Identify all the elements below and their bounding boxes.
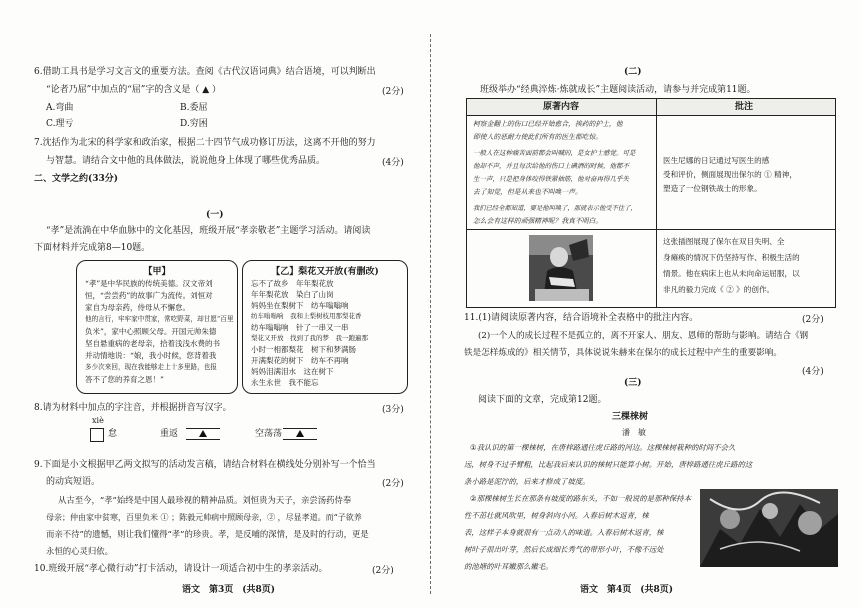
tree-photo — [700, 489, 838, 567]
original-text-line: 生一声，只是把身体咬得铁紧抽筋，他对奋再得几乎失 — [473, 175, 629, 183]
q7-line2: 与智慧。请结合文中他的具体做法，说说他身上体现了哪些优秀品质。 — [46, 156, 326, 166]
jia-line: 答不了您的养育之恩！” — [85, 375, 164, 384]
section-2-heading: 二、文学之约(33分) — [34, 174, 119, 184]
jia-line: 并动情地说：“娘，我小时候，您背着我 — [85, 351, 217, 360]
yi-line: 纺车嗡嗡响 针了一串又一串 — [251, 323, 349, 332]
part-1-intro-line2: 下面材料并完成第8—10题。 — [34, 243, 151, 253]
q8-word3: 空荡荡 — [255, 429, 283, 439]
yi-line: 梨花又开放 找到了我的梦 我一跑遍那 — [251, 334, 368, 342]
original-text-line: 即使人的恶耐力使此们所有的医生都吃惊。 — [473, 133, 603, 141]
q6-score: (2分) — [382, 87, 404, 97]
reading-table — [466, 98, 836, 308]
essay-para-2-line: 树叶子很出叶芽，然后长成细长秀气的带形小叶，不像不远处 — [464, 545, 664, 554]
note-2-line: 非凡的毅力完成《 ② 》的创作。 — [663, 285, 775, 294]
essay-title: 三棵梾树 — [612, 412, 649, 422]
q11-line3: 铁是怎样炼成的》相关情节，具体说说朱赫来在保尔的成长过程中产生的重要影响。 — [464, 348, 782, 358]
q9-para-4: 永恒的心灵归依。 — [46, 546, 113, 556]
jia-line: 多少次来回，现在我能够走上十多里路，也报 — [85, 363, 217, 371]
essay-para-1-line: ①我认识的第一棵梾树，在唐梓路通往虎丘路的河边。这棵梾树栽种的时间不会久 — [470, 443, 736, 452]
jia-line: 家自为母亲药，侍母从不懈怠。 — [85, 303, 190, 312]
page-4 — [430, 0, 860, 608]
essay-para-1-line: 条小路是泥泞的，后来才修成了坡度。 — [464, 477, 590, 486]
table-header-row — [467, 99, 835, 116]
note-1-line: 医生尼娜的日记通过写医生的感 — [663, 156, 770, 165]
part-1-intro-line1: “孝”是流淌在中华血脉中的文化基因，班级开展“孝亲敬老”主题学习活动。请阅读 — [46, 226, 371, 236]
q8-answer-box[interactable] — [90, 428, 104, 442]
illustration-drawing — [529, 235, 593, 301]
essay-para-2-line: 性不茁壮就风吹里，树身斜向小河。入春后树木返青，梾 — [464, 511, 649, 520]
triangle-mark-icon — [296, 430, 304, 437]
q8-text: 8.请为材料中加点的字注音，并根据拼音写汉字。 — [34, 403, 232, 413]
jia-line: 他的言行，牢牢家中贯家，常吃野菜，却甘愿“百里 — [85, 315, 234, 323]
essay-author: 潘 敏 — [622, 428, 646, 437]
yi-line: 开满梨花的树下 纺车不再响 — [251, 356, 349, 365]
yi-line: 妈妈泪满泪水 这在树下 — [251, 367, 334, 376]
part-3-heading: (三) — [624, 378, 642, 388]
q6-option-b: B.委屈 — [180, 103, 208, 113]
note-1-line: 受和评价，侧面展现出保尔的 ① 精神， — [663, 170, 797, 179]
material-yi-box — [242, 260, 408, 394]
yi-line: 小时一相都梨花 树下和梦满肠 — [251, 345, 356, 354]
essay-para-2-line: 表，这样子本身就很有一点动人的味道。入春后树木返青，梾 — [464, 528, 664, 537]
yi-line: 永生永世 我不能忘 — [251, 378, 319, 387]
q11-score-1: (2分) — [802, 315, 824, 325]
jia-line: 坚自悬重病的老母亲，拾着浅浅水费的书 — [85, 339, 220, 348]
original-text-line: 他却不声，并且每次给他的伤口上碘酒的时候，他都不 — [473, 162, 629, 170]
material-jia-box — [76, 260, 238, 394]
q9-line2: 的动宾短语。 — [46, 477, 101, 487]
jia-line: 负米”，家中心照顾父母。开国元帅朱德 — [85, 327, 217, 336]
note-2-line: 这张插图展现了保尔在双目失明、全 — [663, 237, 785, 246]
original-text-line: 我们已经全都知道，要是他叫唤了，那就表示他受不住了， — [473, 205, 637, 212]
q7-score: (4分) — [382, 158, 404, 168]
yi-line: 年年梨花放 染白了山岗 — [251, 290, 334, 299]
material-jia-title: 【甲】 — [143, 267, 171, 277]
part-1-heading: (一) — [206, 210, 224, 220]
yi-line: 妈妈坐在梨树下 纺车嗡嗡响 — [251, 301, 349, 310]
q8-word2: 重返 — [160, 429, 179, 439]
part-2-heading: (二) — [624, 67, 642, 77]
table-header-original: 原著内容 — [543, 102, 580, 112]
original-text-line: 一般人在这种痛苦面前都会叫喊的，是女护士感觉。可是 — [473, 149, 636, 157]
q11-score-2: (4分) — [802, 367, 824, 377]
q9-para-1: 从古至今，“孝”始终是中国人最珍视的精神品质。刘恒贵为天子，亲尝汤药侍奉 — [58, 495, 352, 505]
q6-option-a: A.弯曲 — [46, 103, 74, 113]
table-col-divider — [656, 99, 657, 307]
q6-option-d: D.穷困 — [180, 119, 208, 129]
note-1-line: 塑造了一位钢铁战士的形象。 — [663, 184, 762, 193]
original-text-line: 怎么会有这样的顽强精神呢？我真不明白。 — [473, 217, 603, 225]
yi-line: 忘不了故乡 年年梨花放 — [251, 279, 334, 288]
q8-score: (3分) — [382, 405, 404, 415]
original-text-line: 去了知觉，但是从来也不叫唤一声。 — [473, 188, 582, 196]
q6-line2: “论者乃屈”中加点的“屈”字的含义是（ ▲ ） — [46, 85, 222, 95]
essay-para-2-line: 的池塘的叶耳嫩那么嫩毛。 — [464, 562, 553, 571]
triangle-mark-icon — [199, 430, 207, 437]
q7-line1: 7.沈括作为北宋的科学家和政治家，根据二十四节气成功修订历法，这离不开他的努力 — [34, 138, 376, 148]
q11-line2: (2)一个人的成长过程不是孤立的，离不开家人、朋友、恩师的帮助与影响。请结合《钢 — [478, 331, 809, 341]
q11-line1: 11.(1)请阅读原著内容，结合语境补全表格中的批注内容。 — [464, 313, 699, 323]
essay-para-1-line: 远，树身不过手臂粗，比起我后来认识的梾树只能算小树。开始，唐梓路通往虎丘路的这 — [464, 460, 753, 469]
tree-photo-drawing — [700, 489, 838, 567]
table-header-note: 批注 — [735, 102, 754, 112]
q6-line1: 6.借助工具书是学习文言文的重要方法。查阅《古代汉语词典》结合语境，可以判断出 — [34, 67, 376, 77]
page-3-footer: 语文 第3页 (共8页) — [182, 585, 276, 595]
q9-score: (2分) — [382, 479, 404, 489]
yi-line: 纺车嗡嗡响 我和上梨树枝用那梨花香 — [251, 312, 362, 320]
page-4-footer: 语文 第4页 (共8页) — [580, 585, 674, 595]
part-3-intro: 阅读下面的文章，完成第12题。 — [478, 395, 607, 405]
q6-option-c: C.理亏 — [46, 119, 74, 129]
jia-line: 恒，“尝尝药”的故事广为流传。刘恒对 — [85, 291, 213, 300]
part-2-intro: 班级举办“经典淬炼·炼就成长”主题阅读活动，请参与并完成第11题。 — [480, 85, 756, 95]
illustration-image — [529, 235, 593, 301]
original-text-line: 柯察金翻上的伤口已经开始愈合，挨药的护士，他 — [473, 120, 623, 128]
essay-para-2-line: ②那棵梾树生长在那条有坡度的路东头，不如一般说的是那种保持本 — [470, 494, 691, 503]
material-yi-title: 【乙】梨花又开放(有删改) — [271, 267, 379, 277]
q9-para-2: 母亲；仲由家中贫寒，百里负米 ① ；陈毅元帅病中照顾母亲，② ，尽显孝道。而“子欲养 — [46, 513, 362, 522]
q8-pinyin: xiè — [92, 416, 104, 425]
q9-line1: 9.下面是小文根据甲乙两文拟写的活动发言稿，请结合材料在横线处分别补写一个恰当 — [34, 460, 376, 470]
q8-char1: 怠 — [108, 429, 118, 439]
note-2-line: 身瘫痪的情况下仍坚持写作、积极生活的 — [663, 253, 800, 262]
q10-text: 10.班级开展“孝心微行动”打卡活动，请设计一项适合初中生的孝亲活动。 — [34, 564, 328, 574]
note-2-line: 情景。他在病床上也从未向命运屈服，以 — [663, 269, 800, 278]
jia-line: “孝”是中华民族的传统美德。汉文帝刘 — [85, 279, 213, 288]
q9-para-3: 而亲不待”的遗憾，则让我们懂得“孝”的珍贵。孝，是反哺的深情，是及时的行动，更是 — [46, 529, 369, 539]
q10-score: (2分) — [372, 566, 394, 576]
table-row-divider — [467, 229, 835, 230]
